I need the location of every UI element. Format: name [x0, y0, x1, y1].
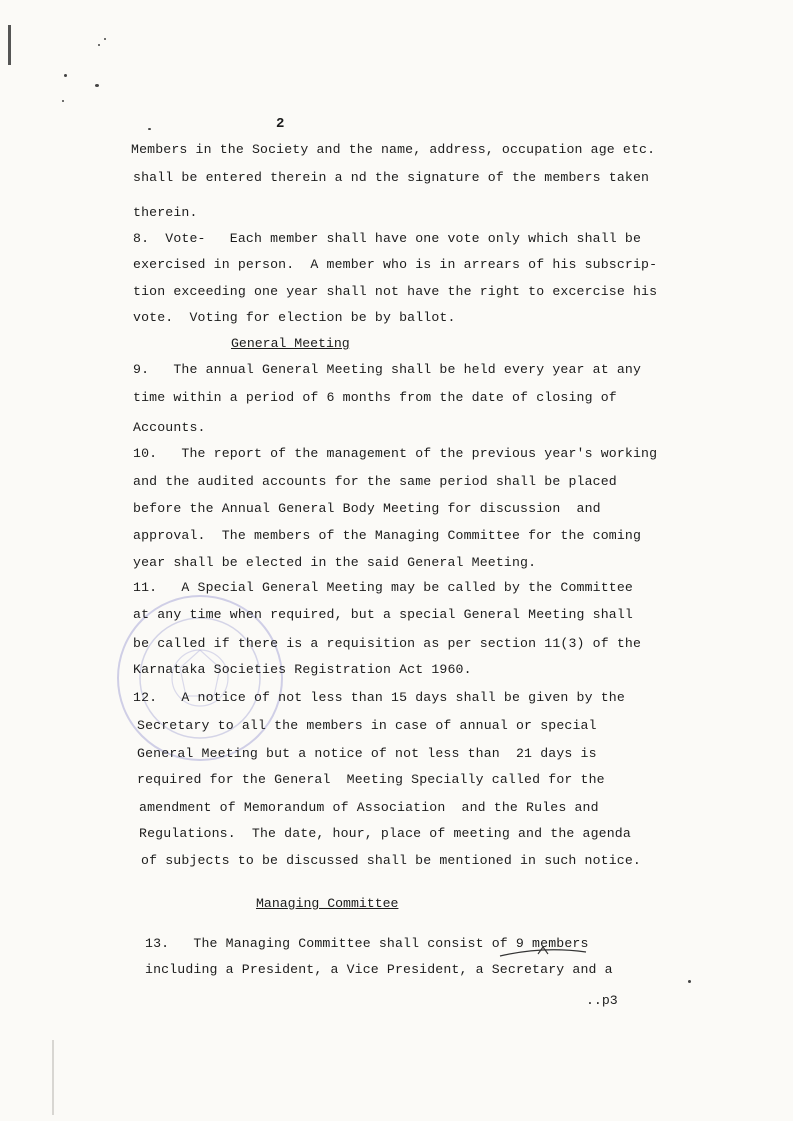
text-line: 9. The annual General Meeting shall be held every year at any: [133, 362, 642, 377]
text-line: Members in the Society and the name, address, occupation age etc.: [131, 142, 656, 157]
scan-speck: [98, 44, 100, 46]
text-line: shall be entered therein a nd the signature of the members taken: [133, 170, 650, 185]
text-line: year shall be elected in the said General Meeting.: [133, 555, 537, 570]
text-line: 8. Vote- Each member shall have one vote only which shall be: [133, 231, 642, 246]
scan-speck: [95, 84, 99, 87]
text-line: before the Annual General Body Meeting for discussion and: [133, 501, 601, 516]
text-line: therein.: [133, 205, 198, 220]
text-line: time within a period of 6 months from the date of closing of: [133, 390, 617, 405]
text-line: and the audited accounts for the same period shall be placed: [133, 474, 617, 489]
text-line: Secretary to all the members in case of annual or special: [137, 718, 597, 733]
scan-edge-mark: [8, 25, 11, 65]
scan-speck: [64, 74, 67, 77]
text-line: 11. A Special General Meeting may be called by the Committee: [133, 580, 633, 595]
section-heading-general-meeting: General Meeting: [231, 336, 350, 351]
continued-page-marker: ..p3: [586, 993, 618, 1008]
text-line: Regulations. The date, hour, place of meeting and the agenda: [139, 826, 631, 841]
handwritten-insertion-caret: [498, 944, 588, 958]
section-heading-managing-committee: Managing Committee: [256, 896, 399, 911]
text-line: vote. Voting for election be by ballot.: [133, 310, 456, 325]
scan-speck: [104, 38, 106, 40]
text-line: of subjects to be discussed shall be mentioned in such notice.: [141, 853, 641, 868]
text-line: 10. The report of the management of the previous year's working: [133, 446, 658, 461]
text-line: required for the General Meeting Specially called for the: [137, 772, 605, 787]
text-line: tion exceeding one year shall not have the right to excercise his: [133, 284, 658, 299]
text-line: 12. A notice of not less than 15 days shall be given by the: [133, 690, 625, 705]
text-line: including a President, a Vice President, a Secretary and a: [145, 962, 613, 977]
text-line: amendment of Memorandum of Association and the Rules and: [139, 800, 599, 815]
scan-speck: [62, 100, 64, 102]
text-line: 13. The Managing Committee shall consist of 9 members: [145, 936, 589, 951]
text-line: exercised in person. A member who is in arrears of his subscrip-: [133, 257, 658, 272]
text-line: approval. The members of the Managing Committee for the coming: [133, 528, 642, 543]
scan-speck: [148, 128, 151, 130]
page-number: 2: [276, 116, 285, 132]
scan-speck: [688, 980, 691, 983]
text-line: Accounts.: [133, 420, 206, 435]
text-line: General Meeting but a notice of not less than 21 days is: [137, 746, 597, 761]
text-line: Karnataka Societies Registration Act 1960.: [133, 662, 472, 677]
text-line: be called if there is a requisition as per section 11(3) of the: [133, 636, 642, 651]
scan-edge-shadow: [52, 1040, 54, 1115]
text-line: at any time when required, but a special General Meeting shall: [133, 607, 633, 622]
